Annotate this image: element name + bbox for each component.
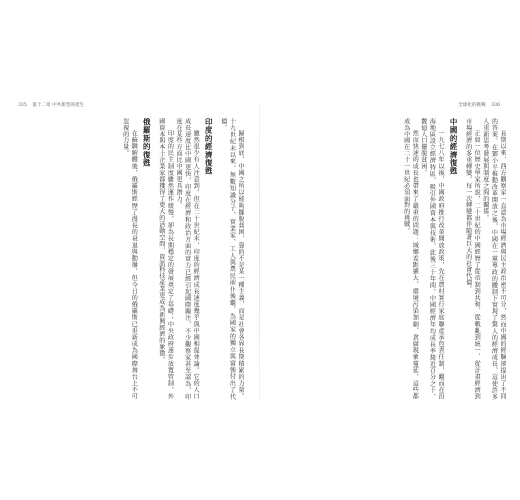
right-paragraph: 長期以來，西方觀察家一直認為市場經濟與民主政治密不可分，然而中國的經驗卻提出了不同的答案。在鄧小平推動改革開放之後，中國在一黨專政的體制下實現了驚人的經濟成長，這使許多人重新思考發展與制度之間的關係。 bbox=[481, 118, 506, 400]
left-paragraph: 印度的民主制度雖然運作緩慢，卻為長期穩定的發展奠定了基礎；中央政府逐步放寬管制，外國資本與本土企業家都獲得了更大的活動空間，資訊科技產業更成為新興經濟的象徵。 bbox=[157, 118, 174, 400]
book-spread bbox=[8, 96, 512, 406]
page-gutter bbox=[259, 102, 260, 402]
right-running-head bbox=[458, 102, 504, 108]
right-page-body bbox=[274, 118, 506, 400]
section-heading: 中國的經濟復甦 bbox=[449, 118, 459, 176]
left-paragraph: 雖然很少有人注意到，但在二十世紀末，印度的經濟成長速度幾乎與中國相提並論。它的人口成長速度比中國更快，印度在經濟和政治方面的實力已經引起國際關注，不少觀察家甚至認為，印度在某些方面比中國更具潛力。 bbox=[175, 118, 200, 400]
right-paragraph: 然而快速的成長也帶來了嚴重的問題：城鄉差距擴大、環境污染加劇、貪腐現象蔓延，這些都成為中國在二十一世紀必須面對的挑戰。 bbox=[402, 118, 419, 400]
left-running-head bbox=[14, 102, 84, 108]
right-paragraph: 一九七八年以後，中國政府推行改革開放政策，先在農村實行家庭聯產承包責任制，繼而在沿海地區設立經濟特區，吸引外國資本與技術。此後三十年間，中國經濟年均成長率接近百分之十，數億人口擺脫貧困。 bbox=[419, 118, 445, 400]
left-paragraph: 歸根到底，中國之所以能夠擺脫貧困，靠的不是某一種主義，而是社會各界長期積累的力量。十九世紀末以來，無數知識分子、實業家、工人與農民前仆後繼，為國家的獨立與富強付出了代價。 bbox=[219, 118, 244, 400]
right-page-number: 336 bbox=[491, 103, 500, 108]
right-paragraph: 正如一位歷史學家所說，二十世紀的中國經歷了從帝制到共和、從戰亂到統一、從計畫經濟到市場經濟的多重轉變，每一次轉變都伴隨著巨大的社會代價。 bbox=[464, 118, 481, 400]
left-paragraph: 在蘇聯解體後，俄羅斯經歷了漫長的衰退與動盪，但今日的俄羅斯已重新成為國際舞台上不可忽視的力量。 bbox=[121, 118, 138, 400]
left-page-number: 335 bbox=[18, 103, 27, 108]
left-page-body bbox=[12, 118, 244, 400]
right-page bbox=[270, 96, 510, 406]
right-chapter-title: 全球化的挑戰 bbox=[458, 103, 486, 108]
section-heading: 俄羅斯的復甦 bbox=[142, 118, 152, 168]
left-page bbox=[8, 96, 248, 406]
left-chapter-label: 第十二章 bbox=[32, 103, 51, 108]
section-heading: 印度的經濟復甦 bbox=[204, 118, 214, 176]
left-chapter-title: 中共新型的產生 bbox=[52, 103, 85, 108]
